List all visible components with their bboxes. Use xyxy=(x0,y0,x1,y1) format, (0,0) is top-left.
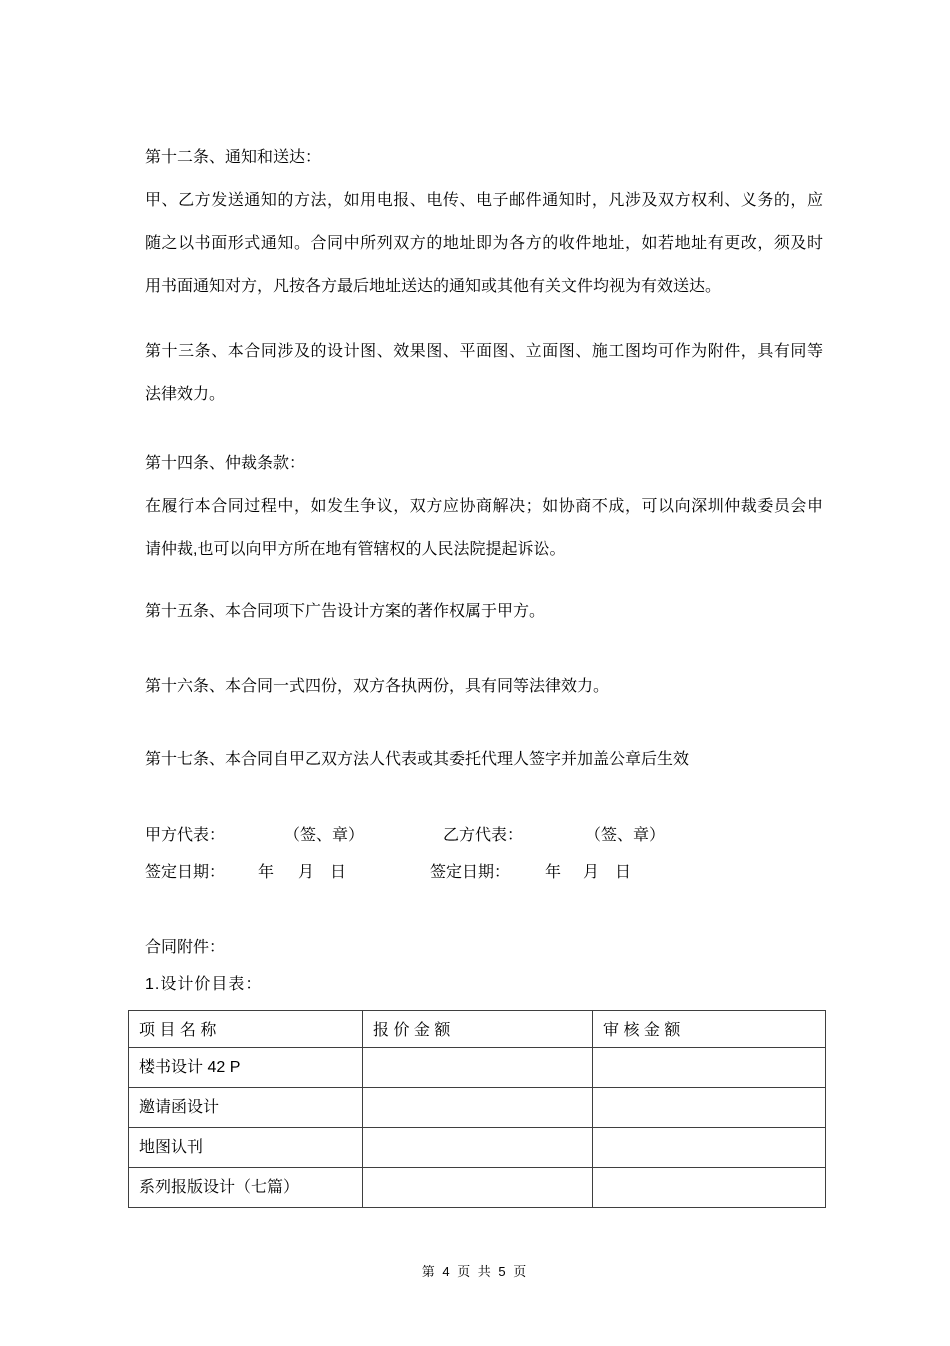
article-12 xyxy=(145,136,823,308)
article-17 xyxy=(145,738,823,781)
article-13-line-1: 第十三条、本合同涉及的设计图、效果图、平面图、立面图、施工图均可作为附件，具有同等 xyxy=(145,343,823,360)
article-12-line-1: 甲、乙方发送通知的方法，如用电报、电传、电子邮件通知时，凡涉及双方权利、义务的，应 xyxy=(145,192,823,209)
party-b-day-label: 日 xyxy=(615,864,632,881)
cell-item-3: 系列报版设计（七篇） xyxy=(129,1168,363,1208)
article-15 xyxy=(145,590,823,633)
table-row xyxy=(129,1128,826,1168)
article-14-heading: 第十四条、仲裁条款： xyxy=(145,455,306,472)
article-12-line-2: 随之以书面形式通知。合同中所列双方的地址即为各方的收件地址，如若地址有更改，须及时 xyxy=(145,235,823,252)
cell-item-0: 楼书设计 42 P xyxy=(129,1048,363,1088)
article-12-heading: 第十二条、通知和送达： xyxy=(145,149,322,166)
cell-quote-1 xyxy=(363,1088,593,1128)
header-item-name: 项 目 名 称 xyxy=(129,1011,363,1048)
article-14 xyxy=(145,442,823,571)
cell-audit-1 xyxy=(593,1088,826,1128)
article-14-line-2: 请仲裁,也可以向甲方所在地有管辖权的人民法院提起诉讼。 xyxy=(145,541,566,558)
party-a-year-label: 年 xyxy=(258,864,275,881)
party-a-representative-label: 甲方代表： xyxy=(145,827,226,844)
party-a-date-label: 签定日期： xyxy=(145,864,226,881)
cell-audit-0 xyxy=(593,1048,826,1088)
cell-quote-2 xyxy=(363,1128,593,1168)
party-b-date-label: 签定日期： xyxy=(430,864,511,881)
party-a-month-label: 月 xyxy=(298,864,315,881)
party-b-year-label: 年 xyxy=(545,864,562,881)
page-number-footer: 第 4 页 共 5 页 xyxy=(421,1264,529,1279)
party-b-month-label: 月 xyxy=(583,864,600,881)
party-a-day-label: 日 xyxy=(330,864,347,881)
pricelist-title: 1.设计价目表： xyxy=(145,976,263,993)
table-row xyxy=(129,1088,826,1128)
design-pricelist-table xyxy=(128,1010,826,1208)
table-header-row xyxy=(129,1011,826,1048)
article-17-line-1: 第十七条、本合同自甲乙双方法人代表或其委托代理人签字并加盖公章后生效 xyxy=(145,751,690,768)
article-15-line-1: 第十五条、本合同项下广告设计方案的著作权属于甲方。 xyxy=(145,603,546,620)
article-13 xyxy=(145,330,823,416)
party-b-seal-placeholder: （签、章） xyxy=(585,827,666,844)
cell-quote-3 xyxy=(363,1168,593,1208)
table-row xyxy=(129,1048,826,1088)
article-13-line-2: 法律效力。 xyxy=(145,386,226,403)
article-16-line-1: 第十六条、本合同一式四份，双方各执两份，具有同等法律效力。 xyxy=(145,678,610,695)
party-a-seal-placeholder: （签、章） xyxy=(284,827,365,844)
article-12-line-3: 用书面通知对方，凡按各方最后地址送达的通知或其他有关文件均视为有效送达。 xyxy=(145,278,722,295)
party-b-representative-label: 乙方代表： xyxy=(443,827,524,844)
article-14-line-1: 在履行本合同过程中，如发生争议，双方应协商解决；如协商不成，可以向深圳仲裁委员会申 xyxy=(145,498,823,515)
cell-quote-0 xyxy=(363,1048,593,1088)
signature-row-dates xyxy=(0,851,950,894)
header-quote-amount: 报 价 金 额 xyxy=(363,1011,593,1048)
attachment-title: 合同附件： xyxy=(145,939,226,956)
cell-audit-3 xyxy=(593,1168,826,1208)
header-audit-amount: 审 核 金 额 xyxy=(593,1011,826,1048)
cell-item-1: 邀请函设计 xyxy=(129,1088,363,1128)
table-row xyxy=(129,1168,826,1208)
cell-audit-2 xyxy=(593,1128,826,1168)
article-16 xyxy=(145,665,823,708)
cell-item-2: 地图认刊 xyxy=(129,1128,363,1168)
